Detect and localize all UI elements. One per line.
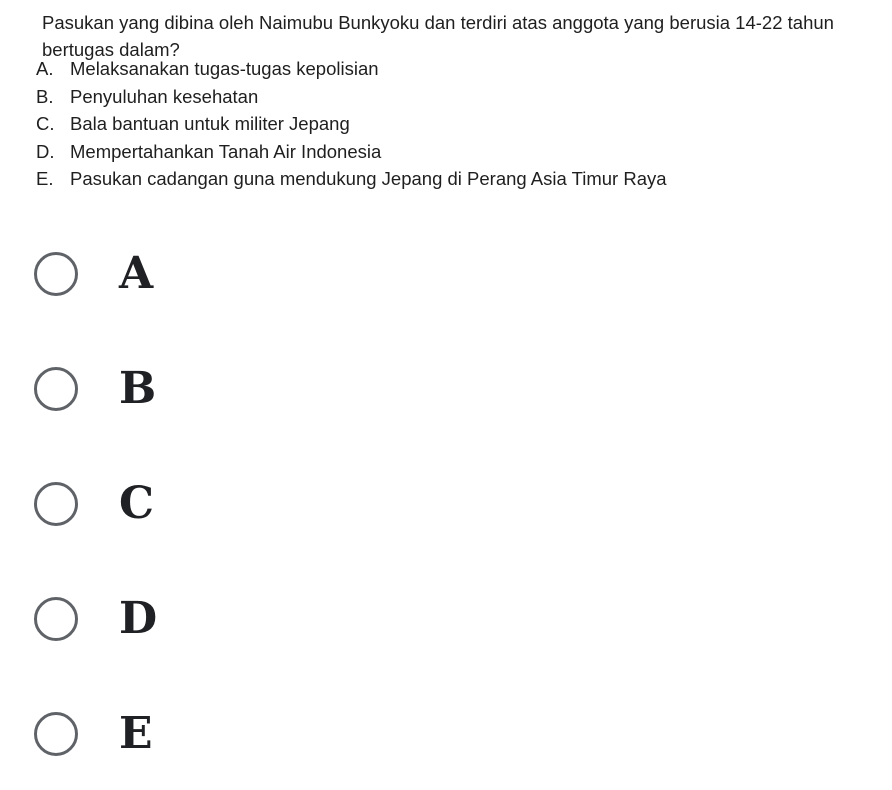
radio-button-c[interactable]: [34, 482, 78, 526]
option-letter: C.: [36, 113, 55, 134]
option-text: Penyuluhan kesehatan: [70, 85, 259, 107]
radio-button-b[interactable]: [34, 367, 78, 411]
option-text: Bala bantuan untuk militer Jepang: [70, 113, 350, 134]
option-letter: D.: [36, 140, 55, 162]
option-text: Mempertahankan Tanah Air Indonesia: [70, 140, 382, 162]
radio-button-e[interactable]: [34, 712, 78, 756]
answer-label-b: B: [119, 363, 157, 414]
option-letter: A.: [36, 58, 54, 79]
answer-label-a: A: [119, 248, 154, 299]
option-text: Melaksanakan tugas-tugas kepolisian: [70, 58, 379, 79]
answer-choice-d[interactable]: [34, 591, 334, 647]
answer-choice-e[interactable]: [34, 706, 334, 762]
question-text: Pasukan yang dibina oleh Naimubu Bunkyoku dan terdiri atas anggota yang berusia 14-22 tahun bertugas dalam?: [42, 12, 834, 60]
radio-button-a[interactable]: [34, 252, 78, 296]
answer-label-c: C: [119, 478, 155, 529]
answer-choice-a[interactable]: [34, 246, 334, 302]
answer-choice-b[interactable]: [34, 361, 334, 417]
answer-choice-c[interactable]: [34, 476, 334, 532]
answer-label-e: E: [119, 708, 153, 759]
option-letter: E.: [36, 168, 54, 189]
radio-button-d[interactable]: [34, 597, 78, 641]
option-letter: B.: [36, 85, 54, 107]
option-text: Pasukan cadangan guna mendukung Jepang di Perang Asia Timur Raya: [70, 168, 667, 189]
answer-label-d: D: [119, 593, 158, 644]
